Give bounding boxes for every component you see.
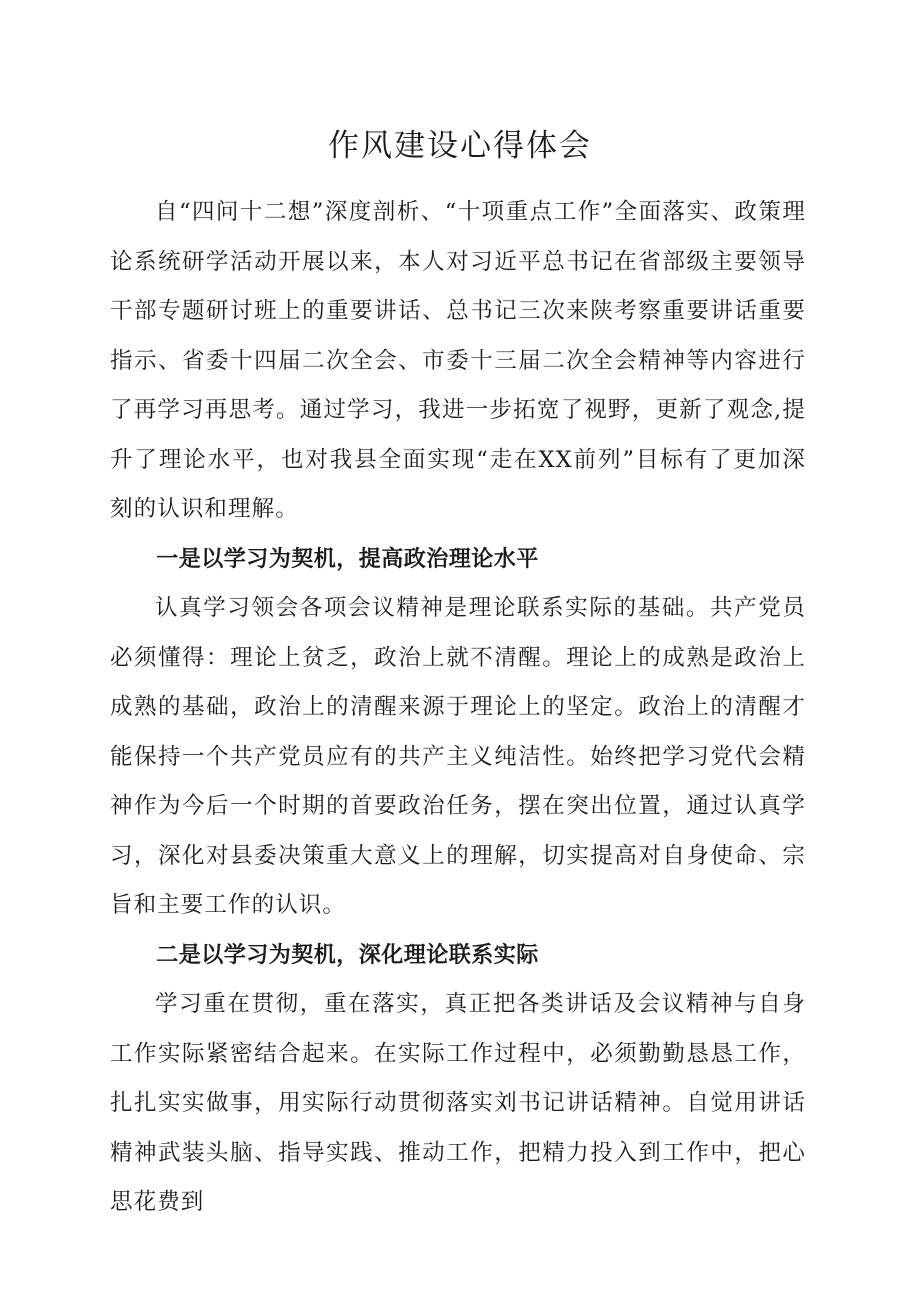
section-2-paragraph: 学习重在贯彻，重在落实，真正把各类讲话及会议精神与自身工作实际紧密结合起来。在实际工作过程中，必须勤勤恳恳工作，扎扎实实做事，用实际行动贯彻落实刘书记讲话精神。自觉用讲话精神武装头脑、指导实践、推动工作，把精力投入到工作中，把心思花费到 [110, 991, 806, 1215]
section-heading-1: 一是以学习为契机，提高政治理论水平 [156, 546, 539, 572]
intro-paragraph: 自“四问十二想”深度剖析、“十项重点工作”全面落实、政策理论系统研学活动开展以来，本人对习近平总书记在省部级主要领导干部专题研讨班上的重要讲话、总书记三次来陕考察重要讲话重要指示、省委十四届二次全会、市委十三届二次全会精神等内容进行了再学习再思考。通过学习，我进一步拓宽了视野，更新了观念,提升了理论水平，也对我县全面实现“走在XX前列”目标有了更加深刻的认识和理解。 [110, 199, 806, 522]
section-heading-2: 二是以学习为契机，深化理论联系实际 [156, 942, 539, 968]
document-body [110, 188, 806, 1228]
section-1-paragraph: 认真学习领会各项会议精神是理论联系实际的基础。共产党员必须懂得：理论上贫乏，政治上就不清醒。理论上的成熟是政治上成熟的基础，政治上的清醒来源于理论上的坚定。政治上的清醒才能保持一个共产党员应有的共产主义纯洁性。始终把学习党代会精神作为今后一个时期的首要政治任务，摆在突出位置，通过认真学习，深化对县委决策重大意义上的理解，切实提高对自身使命、宗旨和主要工作的认识。 [110, 595, 806, 918]
document-title: 作风建设心得体会 [328, 128, 592, 164]
